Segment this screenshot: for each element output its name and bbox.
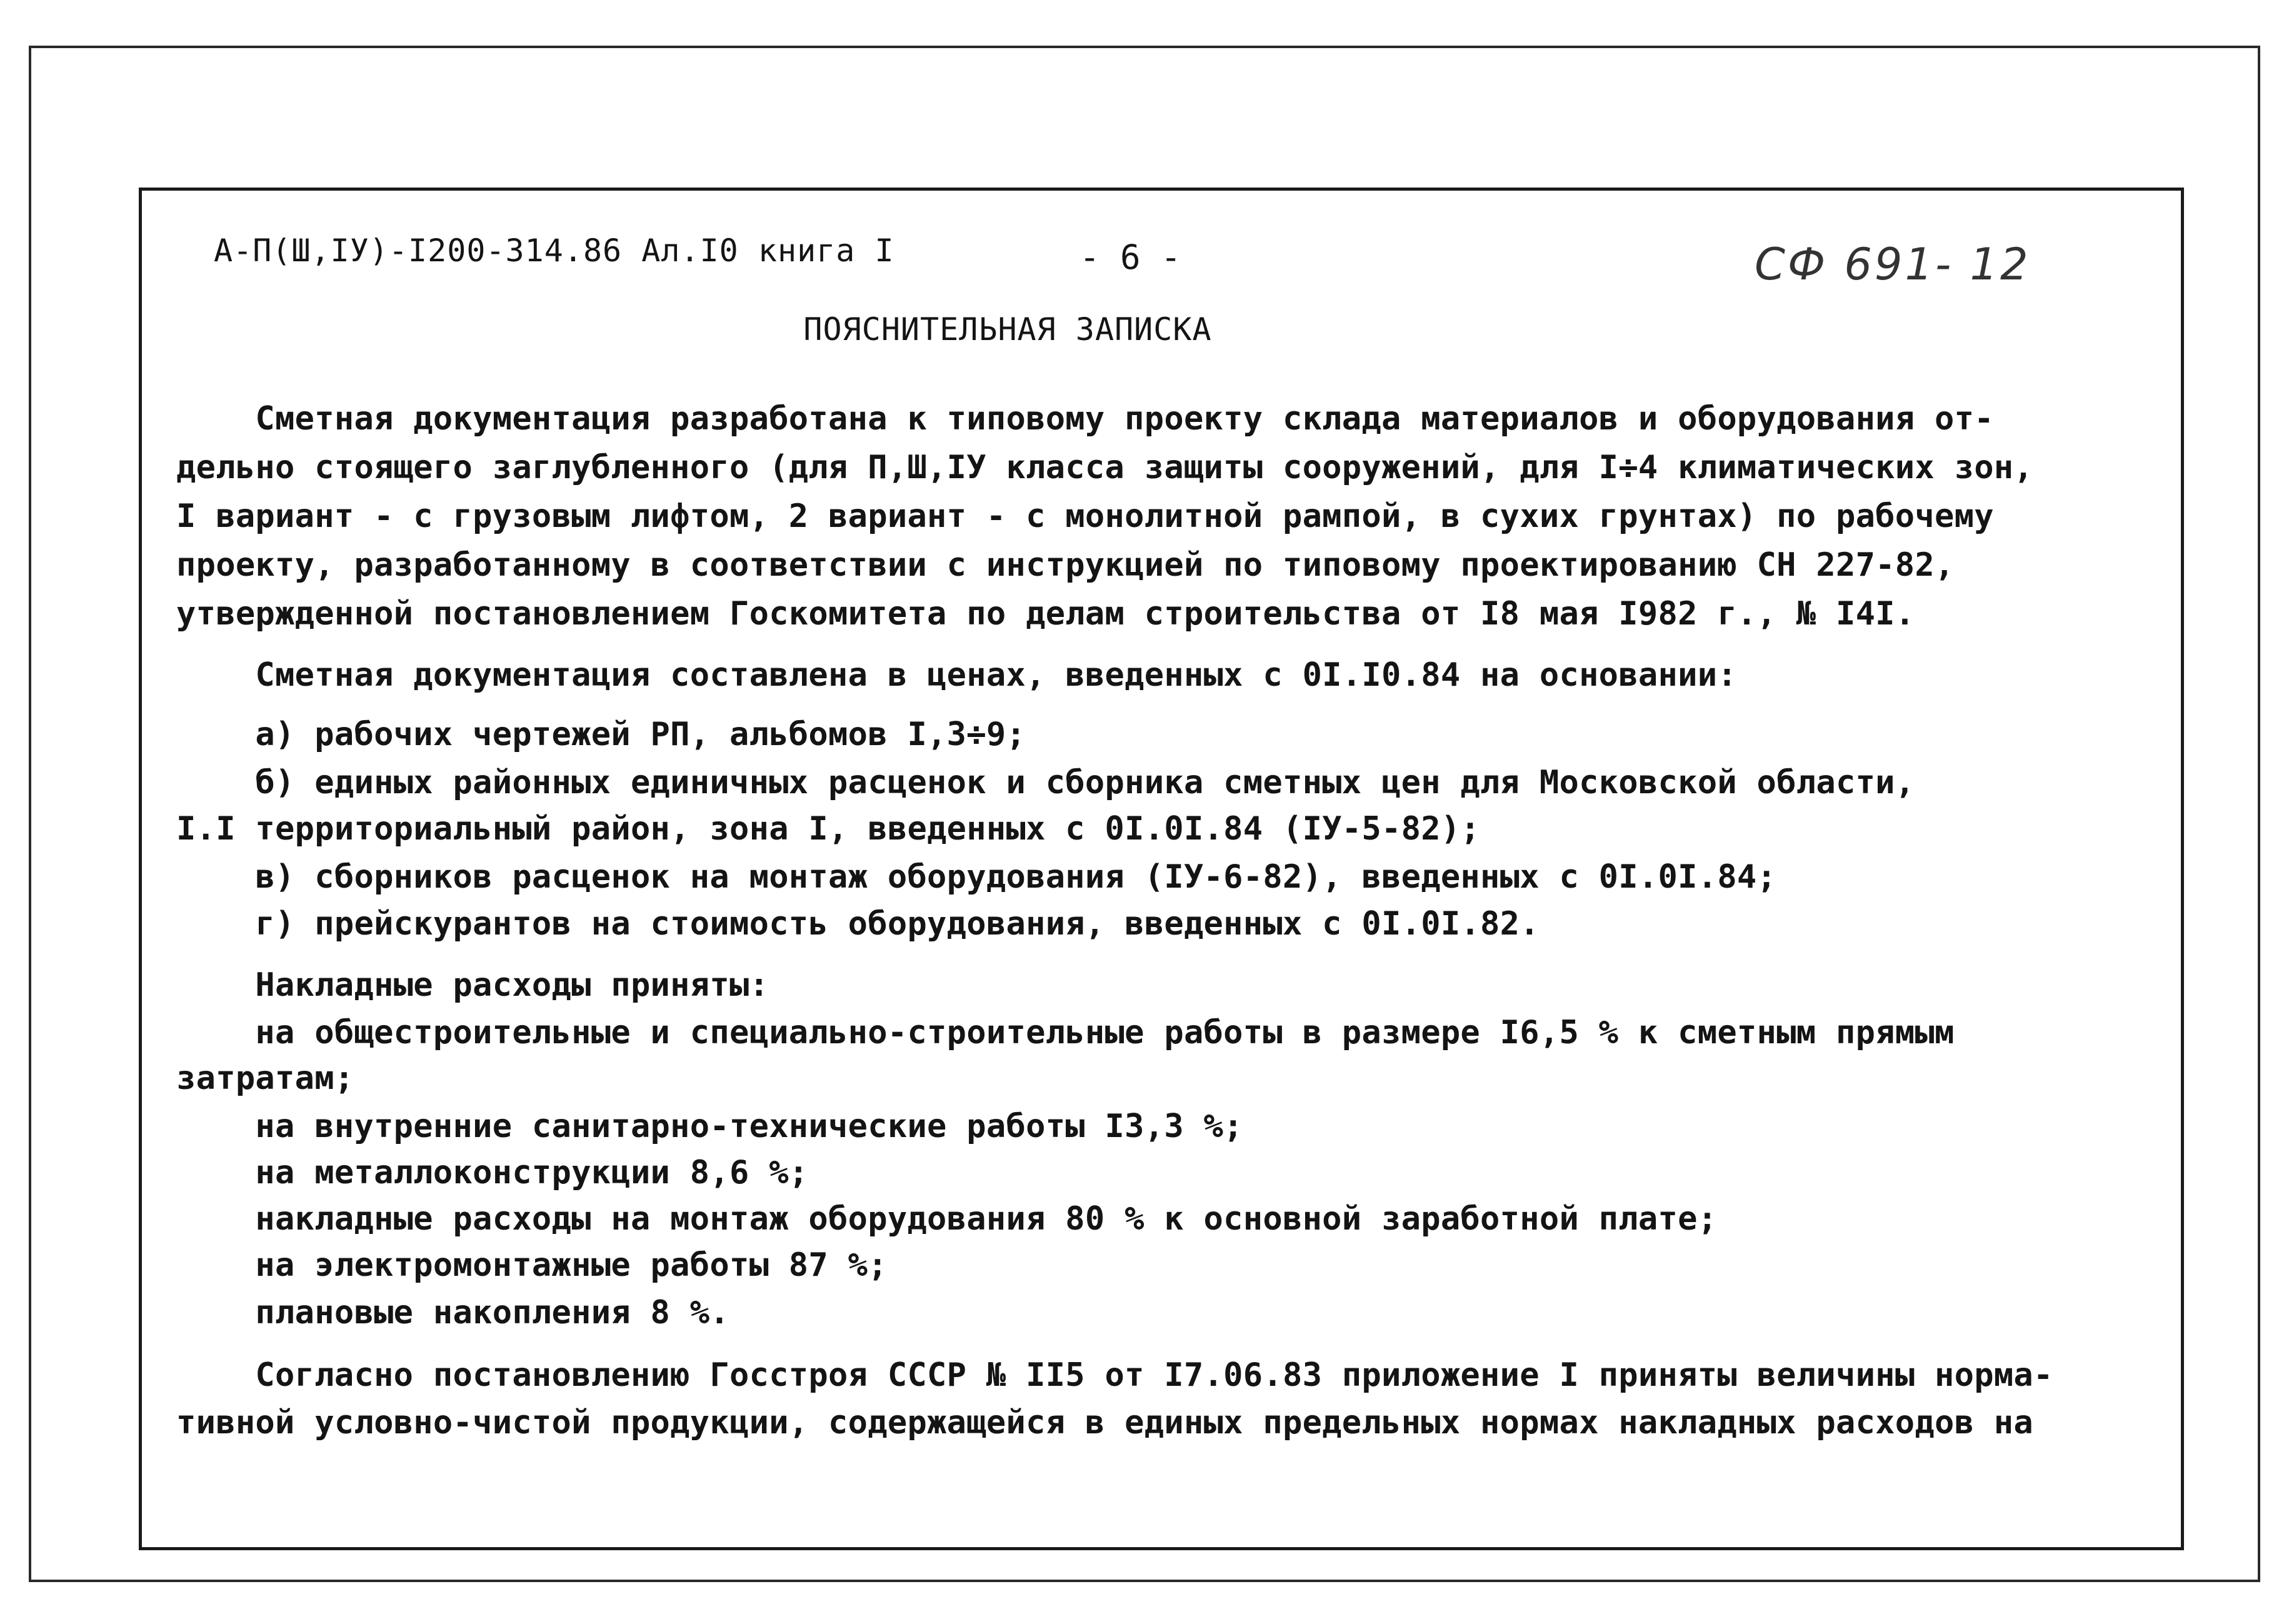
text-line: утвержденной постановлением Госкомитета по делам строительства от I8 мая I982 г., № I4I.: [176, 595, 1915, 633]
text-line: затратам;: [176, 1060, 354, 1097]
text-line: в) сборников расценок на монтаж оборудования (IУ-6-82), введенных с 0I.0I.84;: [176, 858, 1777, 896]
archive-stamp: СФ 691- 12: [1755, 239, 2031, 290]
text-line: плановые накопления 8 %.: [176, 1294, 729, 1331]
document-code: А-П(Ш,IУ)-I200-314.86 Ал.I0 книга I: [214, 233, 894, 269]
text-line: на общестроительные и специально-строительные работы в размере I6,5 % к сметным прямым: [176, 1014, 1955, 1051]
text-line: г) прейскурантов на стоимость оборудования, введенных с 0I.0I.82.: [176, 905, 1540, 943]
page-number: - 6 -: [1079, 238, 1181, 277]
document-page: [139, 188, 2184, 1550]
document-title: ПОЯСНИТЕЛЬНАЯ ЗАПИСКА: [803, 311, 1212, 348]
text-line: проекту, разработанному в соответствии с инструкцией по типовому проектированию СН 227-82,: [176, 546, 1955, 584]
text-line: Согласно постановлению Госстроя СССР № II5 от I7.06.83 приложение I приняты величины норма-: [176, 1356, 2053, 1394]
text-line: I вариант - с грузовым лифтом, 2 вариант - с монолитной рампой, в сухих грунтах) по рабочему: [176, 498, 1994, 535]
text-line: Сметная документация разработана к типовому проекту склада материалов и оборудования от-: [176, 400, 1994, 438]
text-line: на внутренние санитарно-технические работы I3,3 %;: [176, 1108, 1243, 1145]
text-line: на электромонтажные работы 87 %;: [176, 1246, 888, 1284]
text-line: б) единых районных единичных расценок и сборника сметных цен для Московской области,: [176, 764, 1915, 801]
text-line: на металлоконструкции 8,6 %;: [176, 1154, 809, 1191]
text-line: I.I территориальный район, зона I, введенных с 0I.0I.84 (IУ-5-82);: [176, 810, 1481, 848]
text-line: Сметная документация составлена в ценах, введенных с 0I.I0.84 на основании:: [176, 656, 1737, 694]
text-line: Накладные расходы приняты:: [176, 966, 769, 1004]
text-line: дельно стоящего заглубленного (для П,Ш,IУ класса защиты сооружений, для I÷4 климатических зон,: [176, 449, 2034, 486]
text-line: тивной условно-чистой продукции, содержащейся в единых предельных нормах накладных расходов на: [176, 1404, 2034, 1441]
text-line: накладные расходы на монтаж оборудования 80 % к основной заработной плате;: [176, 1200, 1718, 1238]
text-line: а) рабочих чертежей РП, альбомов I,3÷9;: [176, 716, 1026, 753]
